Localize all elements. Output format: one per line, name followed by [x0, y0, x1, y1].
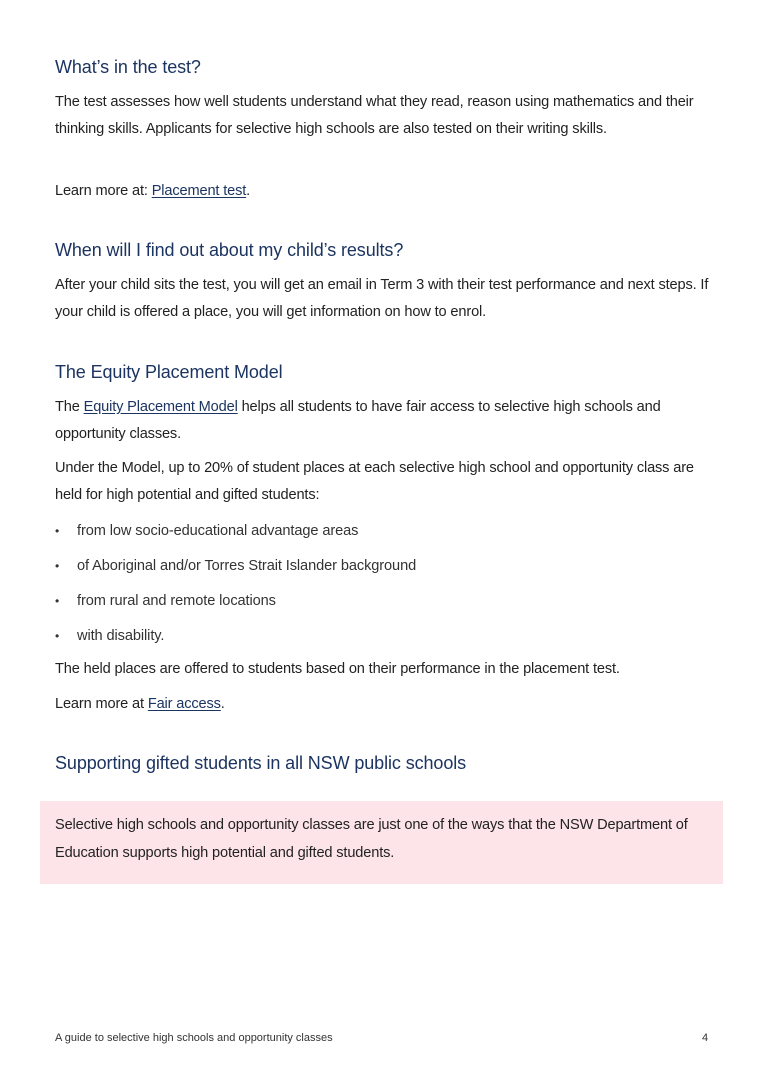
equity-under-model: Under the Model, up to 20% of student places at each selective high school and opportunity class are held for high potential and gifted students:: [55, 460, 694, 503]
footer-document-title: A guide to selective high schools and opportunity classes: [55, 1032, 333, 1044]
learn-more-prefix: Learn more at: [55, 696, 148, 712]
footer-page-number: 4: [702, 1032, 709, 1044]
test-description: The test assesses how well students understand what they read, reason using mathematics and their thinking skills. Applicants for selective high schools are also tested on their writing skills.: [55, 94, 694, 137]
list-item-text: with disability.: [77, 628, 165, 644]
test-learn-more: [55, 178, 720, 205]
list-item-text: from rural and remote locations: [77, 593, 276, 609]
list-item-text: from low socio-educational advantage areas: [77, 523, 359, 539]
callout-box: [40, 801, 723, 884]
list-item: [55, 518, 416, 553]
list-item: [55, 553, 416, 588]
results-description: After your child sits the test, you will get an email in Term 3 with their test performance and next steps. If your child is offered a place, you will get information on how to enrol.: [55, 277, 709, 320]
fair-access-link[interactable]: Fair access: [147, 696, 221, 712]
equity-placement-model-link[interactable]: Equity Placement Model: [83, 399, 238, 415]
bullet-icon: •: [55, 629, 60, 643]
callout-text: Selective high schools and opportunity classes are just one of the ways that the NSW Department of Education supports high potential and gifted students.: [55, 817, 688, 861]
bullet-icon: •: [55, 524, 60, 538]
list-item-text: of Aboriginal and/or Torres Strait Islander background: [77, 558, 417, 574]
heading-whats-in-test: What’s in the test?: [55, 57, 201, 77]
placement-test-link[interactable]: Placement test: [151, 183, 247, 199]
list-item: [55, 623, 416, 658]
learn-more-suffix: .: [220, 696, 225, 712]
learn-more-prefix: Learn more at:: [55, 183, 152, 199]
equity-intro-prefix: The: [55, 399, 84, 415]
held-places-text: The held places are offered to students based on their performance in the placement test.: [55, 661, 620, 677]
heading-supporting-gifted: Supporting gifted students in all NSW public schools: [55, 753, 467, 773]
list-item: [55, 588, 416, 623]
equity-learn-more: [55, 691, 720, 718]
learn-more-suffix: .: [246, 183, 251, 199]
heading-equity-model: The Equity Placement Model: [55, 362, 283, 382]
equity-criteria-list: [55, 518, 416, 658]
heading-results: When will I find out about my child’s results?: [55, 240, 404, 260]
equity-intro: [55, 394, 720, 448]
equity-intro-suffix: helps all students to have fair access to selective high schools and opportunity classes.: [55, 399, 661, 442]
bullet-icon: •: [55, 559, 60, 573]
bullet-icon: •: [55, 594, 60, 608]
